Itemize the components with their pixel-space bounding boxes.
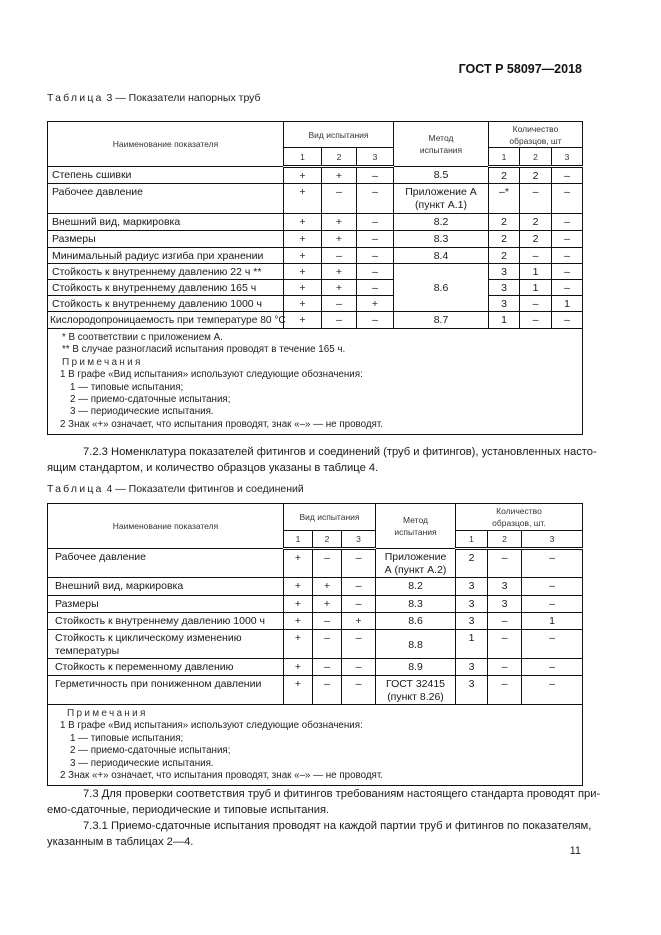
test-type-3: – — [357, 231, 394, 248]
test-type-1: + — [284, 184, 322, 214]
test-method: 8.3 — [394, 231, 489, 248]
table3-header-name: Наименование показателя — [48, 122, 284, 167]
test-type-1: + — [284, 296, 322, 312]
table4-caption — [47, 483, 304, 495]
test-type-3: – — [357, 312, 394, 329]
sample-count-1: 1 — [456, 630, 488, 659]
test-method: 8.7 — [394, 312, 489, 329]
table4-notes — [48, 705, 583, 786]
table3-sub-v3: 3 — [357, 148, 394, 167]
paragraph-7-3 — [47, 786, 601, 818]
test-type-3: + — [357, 296, 394, 312]
note-1a: 1 — типовые испытания; — [70, 381, 184, 393]
test-type-1: + — [284, 630, 313, 659]
row-name: Стойкость к внутреннему давлению 1000 ч — [48, 613, 284, 630]
sample-count-3: – — [552, 184, 583, 214]
table-row — [48, 248, 583, 264]
sample-count-2: 2 — [520, 231, 552, 248]
sample-count-1: 2 — [489, 231, 520, 248]
table4-caption-prefix: Таблица — [47, 483, 104, 495]
row-name: Герметичность при пониженном давлении — [48, 676, 284, 705]
sample-count-1: 1 — [489, 312, 520, 329]
test-type-1: + — [284, 280, 322, 296]
test-type-1: + — [284, 659, 313, 676]
sample-count-3: – — [522, 549, 583, 578]
table4-header-test-type: Вид испытания — [284, 504, 376, 531]
note-1: 1 В графе «Вид испытания» используют следующие обозначения: — [60, 369, 363, 381]
test-type-2: – — [313, 676, 342, 705]
table-row — [48, 264, 583, 280]
paragraph-7-3-1 — [47, 818, 592, 850]
sample-count-2: 1 — [520, 280, 552, 296]
test-type-2: + — [313, 578, 342, 596]
test-type-3: – — [342, 659, 376, 676]
sample-count-3: – — [522, 630, 583, 659]
note-2: 2 Знак «+» означает, что испытания проводят, знак «–» — не проводят. — [60, 770, 383, 782]
page-number: 11 — [569, 845, 581, 857]
sample-count-2: – — [520, 312, 552, 329]
test-type-2: + — [322, 264, 357, 280]
sample-count-3: – — [522, 578, 583, 596]
test-method: 8.2 — [394, 214, 489, 231]
sample-count-2: 3 — [488, 596, 522, 613]
row-name: Внешний вид, маркировка — [48, 214, 284, 231]
table3-header-count: Количество образцов, шт — [489, 122, 583, 148]
table4-header-method: Метод испытания — [376, 504, 456, 549]
table4-sub-v1: 1 — [284, 531, 313, 549]
table3-sub-k2: 2 — [520, 148, 552, 167]
test-type-2: + — [322, 231, 357, 248]
test-type-1: + — [284, 264, 322, 280]
sample-count-1: 2 — [489, 214, 520, 231]
para-line: 7.3.1 Приемо-сдаточные испытания проводят на каждой партии труб и фитингов по показателям, — [83, 820, 592, 832]
test-type-3: – — [357, 184, 394, 214]
footnote-1: * В соответствии с приложением А. — [62, 332, 223, 343]
test-method: 8.6 — [376, 613, 456, 630]
table4-sub-k2: 2 — [488, 531, 522, 549]
table-row — [48, 549, 583, 578]
row-name: Размеры — [48, 596, 284, 613]
table4-notes-row — [48, 705, 583, 786]
sample-count-3: 1 — [552, 296, 583, 312]
test-method: Приложение А (пункт А.1) — [394, 184, 489, 214]
note-1: 1 В графе «Вид испытания» используют следующие обозначения: — [60, 720, 363, 732]
sample-count-1: 3 — [456, 676, 488, 705]
test-method: Приложение А (пункт А.2) — [376, 549, 456, 578]
test-type-2: – — [322, 184, 357, 214]
table4-sub-v2: 2 — [313, 531, 342, 549]
test-method: 8.8 — [376, 630, 456, 659]
sample-count-3: – — [552, 264, 583, 280]
sample-count-1: 3 — [489, 296, 520, 312]
table-row — [48, 659, 583, 676]
test-type-2: + — [322, 280, 357, 296]
table3-header-method: Метод испытания — [394, 122, 489, 167]
note-2: 2 Знак «+» означает, что испытания проводят, знак «–» — не проводят. — [60, 418, 383, 430]
test-type-1: + — [284, 596, 313, 613]
sample-count-2: 1 — [520, 264, 552, 280]
test-type-3: – — [357, 167, 394, 184]
table3-sub-v1: 1 — [284, 148, 322, 167]
test-type-3: – — [342, 578, 376, 596]
test-type-1: + — [284, 613, 313, 630]
test-type-3: – — [357, 214, 394, 231]
test-type-1: + — [284, 248, 322, 264]
row-name: Стойкость к циклическому изменению температуры — [48, 630, 284, 659]
sample-count-1: 3 — [456, 578, 488, 596]
test-type-2: – — [313, 630, 342, 659]
test-type-1: + — [284, 549, 313, 578]
table-row — [48, 184, 583, 214]
test-type-1: + — [284, 214, 322, 231]
sample-count-3: – — [552, 248, 583, 264]
row-name: Внешний вид, маркировка — [48, 578, 284, 596]
document-code: ГОСТ Р 58097—2018 — [458, 62, 582, 76]
sample-count-3: – — [552, 312, 583, 329]
test-type-1: + — [284, 676, 313, 705]
table4-sub-v3: 3 — [342, 531, 376, 549]
footnote-2: ** В случае разногласий испытания проводят в течение 165 ч. — [62, 344, 346, 356]
test-method: 8.3 — [376, 596, 456, 613]
sample-count-3: – — [522, 676, 583, 705]
sample-count-2: 2 — [520, 167, 552, 184]
note-1b: 2 — приемо-сдаточные испытания; — [70, 745, 231, 757]
test-type-3: – — [342, 630, 376, 659]
sample-count-2: – — [488, 659, 522, 676]
test-type-1: + — [284, 167, 322, 184]
row-name: Кислородопроницаемость при температуре 80 °С — [48, 312, 284, 329]
sample-count-1: 2 — [489, 248, 520, 264]
test-type-3: – — [357, 248, 394, 264]
test-type-3: – — [342, 676, 376, 705]
note-1a: 1 — типовые испытания; — [70, 732, 184, 744]
row-name: Стойкость к внутреннему давлению 165 ч — [48, 280, 284, 296]
sample-count-2: 3 — [488, 578, 522, 596]
sample-count-3: – — [552, 231, 583, 248]
table3-caption-title: 3 — Показатели напорных труб — [103, 92, 261, 104]
table-row — [48, 231, 583, 248]
table-row — [48, 296, 583, 312]
sample-count-3: – — [552, 214, 583, 231]
sample-count-1: 3 — [456, 613, 488, 630]
test-method: 8.6 — [394, 264, 489, 312]
para-line: ящим стандартом, и количество образцов указаны в таблице 4. — [47, 462, 379, 474]
sample-count-1: 2 — [456, 549, 488, 578]
test-method: 8.4 — [394, 248, 489, 264]
sample-count-3: 1 — [522, 613, 583, 630]
sample-count-1: 3 — [489, 280, 520, 296]
row-name: Стойкость к внутреннему давлению 1000 ч — [48, 296, 284, 312]
table4-caption-title: 4 — Показатели фитингов и соединений — [103, 483, 304, 495]
test-type-2: + — [322, 167, 357, 184]
test-type-3: + — [342, 613, 376, 630]
test-type-2: – — [313, 549, 342, 578]
sample-count-2: – — [488, 676, 522, 705]
test-type-2: – — [322, 296, 357, 312]
table3 — [47, 121, 583, 435]
sample-count-2: – — [488, 613, 522, 630]
test-type-1: + — [284, 312, 322, 329]
row-name: Рабочее давление — [48, 549, 284, 578]
sample-count-2: – — [488, 630, 522, 659]
paragraph-7-2-3 — [47, 444, 597, 476]
row-name: Степень сшивки — [48, 167, 284, 184]
table4-header-count: Количество образцов, шт. — [456, 504, 583, 531]
table4-header-name: Наименование показателя — [48, 504, 284, 549]
table4-sub-k1: 1 — [456, 531, 488, 549]
row-name: Минимальный радиус изгиба при хранении — [48, 248, 284, 264]
table-row — [48, 167, 583, 184]
test-type-1: + — [284, 231, 322, 248]
sample-count-3: – — [552, 167, 583, 184]
row-name: Рабочее давление — [48, 184, 284, 214]
sample-count-2: 2 — [520, 214, 552, 231]
row-name: Стойкость к внутреннему давлению 22 ч ** — [48, 264, 284, 280]
test-type-3: – — [357, 280, 394, 296]
row-name: Размеры — [48, 231, 284, 248]
test-type-2: – — [313, 613, 342, 630]
note-1c: 3 — периодические испытания. — [70, 757, 214, 769]
test-type-3: – — [357, 264, 394, 280]
table3-sub-v2: 2 — [322, 148, 357, 167]
table3-header-test-type: Вид испытания — [284, 122, 394, 148]
sample-count-3: – — [522, 659, 583, 676]
test-type-3: – — [342, 549, 376, 578]
test-type-2: + — [322, 214, 357, 231]
table3-notes — [48, 329, 583, 435]
notes-title: Примечания — [62, 356, 143, 368]
notes-title: Примечания — [67, 708, 148, 719]
test-method: 8.5 — [394, 167, 489, 184]
sample-count-1: 3 — [456, 659, 488, 676]
test-type-2: – — [322, 312, 357, 329]
table-row — [48, 630, 583, 659]
para-line: емо-сдаточные, периодические и типовые испытания. — [47, 804, 330, 816]
para-line: указанным в таблицах 2—4. — [47, 836, 194, 848]
table3-notes-row — [48, 329, 583, 435]
test-type-3: – — [342, 596, 376, 613]
table-row — [48, 214, 583, 231]
table3-sub-k3: 3 — [552, 148, 583, 167]
test-type-2: + — [313, 596, 342, 613]
table4-sub-k3: 3 — [522, 531, 583, 549]
test-type-1: + — [284, 578, 313, 596]
table-row — [48, 596, 583, 613]
sample-count-3: – — [522, 596, 583, 613]
table-row — [48, 613, 583, 630]
table3-caption-prefix: Таблица — [47, 92, 104, 104]
sample-count-2: – — [520, 184, 552, 214]
sample-count-2: – — [488, 549, 522, 578]
sample-count-2: – — [520, 248, 552, 264]
para-line: 7.2.3 Номенклатура показателей фитингов и соединений (труб и фитингов), установленных насто- — [83, 446, 597, 458]
table3-sub-k1: 1 — [489, 148, 520, 167]
test-method: 8.2 — [376, 578, 456, 596]
sample-count-3: – — [552, 280, 583, 296]
sample-count-1: 2 — [489, 167, 520, 184]
test-type-2: – — [322, 248, 357, 264]
sample-count-2: – — [520, 296, 552, 312]
note-1b: 2 — приемо-сдаточные испытания; — [70, 394, 231, 406]
table3-caption — [47, 92, 261, 104]
para-line: 7.3 Для проверки соответствия труб и фитингов требованиям настоящего стандарта проводят при- — [83, 788, 601, 800]
table4 — [47, 503, 583, 786]
sample-count-1: 3 — [489, 264, 520, 280]
note-1c: 3 — периодические испытания. — [70, 406, 214, 418]
test-type-2: – — [313, 659, 342, 676]
row-name: Стойкость к переменному давлению — [48, 659, 284, 676]
table-row — [48, 312, 583, 329]
table-row — [48, 578, 583, 596]
test-method: ГОСТ 32415 (пункт 8.26) — [376, 676, 456, 705]
sample-count-1: 3 — [456, 596, 488, 613]
test-method: 8.9 — [376, 659, 456, 676]
sample-count-1: –* — [489, 184, 520, 214]
table-row — [48, 676, 583, 705]
table-row — [48, 280, 583, 296]
